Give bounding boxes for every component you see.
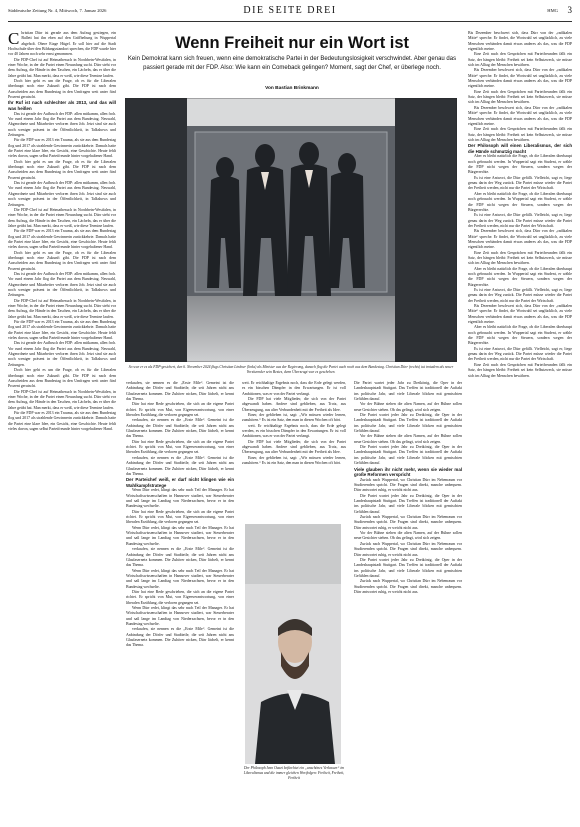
col1-paragraph: Die FDP-Chef ist auf Heimatbesuch in Nordrhein-Westfalen, in einer Woche, in der die Partei einen Neuanfang sucht. Dürr steht vor dem Aufzug, die Hände in den Taschen, ein Lächeln, das er über die Jahre geübt hat. Man merkt, dass er weiß, wie diese Termine laufen.: [8, 389, 116, 410]
col1-paragraph: Die FDP-Chef ist auf Heimatbesuch in Nordrhein-Westfalen, in einer Woche, in der die Partei einen Neuanfang sucht. Dürr steht vor dem Aufzug, die Hände in den Taschen, ein Lächeln, das er über die Jahre geübt hat. Man merkt, dass er weiß, wie diese Termine laufen.: [8, 298, 116, 319]
masthead: [8, 6, 572, 18]
subheading: Der Philosoph will einen Liberalismus, der sich die Hände schmutzig macht: [468, 143, 572, 154]
column-1: [8, 31, 116, 821]
philosopher-portrait-image: [245, 524, 341, 764]
main-photo-caption: So war er es als FDP-gesichert, den 6. November 2024 flugs Christian Lindner (links) als Minister aus der Regierung, danach flog die Partei auch noch aus dem Bundestag. Christian Dürr (rechts) tut trotzdem als neuer Vorsitzender sein Bestes, denn Überzeugt war es geschehen.: [128, 365, 454, 374]
col1-paragraph: Die FDP-Chef ist auf Heimatbesuch in Nordrhein-Westfalen, in einer Woche, in der die Partei einen Neuanfang sucht. Dürr steht vor dem Aufzug, die Hände in den Taschen, ein Lächeln, das er über die Jahre geübt hat. Man merkt, dass er weiß, wie diese Termine laufen.: [8, 57, 116, 78]
column-3: weit. Er reichhaltige Ergebnis noch, dass die Erde gelegt werden, es ein bisschen Dämpfer in den Erwartungen. Er ist voll Ambitionen, was er von der Partei verlangt. Die FDP hat viele Mitglieder, die sich von der Partei abgewandt haben. Andere sind geblieben, aus Trotz, aus Überzeugung, aus alter Verbundenheit mit der Freiheit als Idee. Einer, der geblieben ist, sagt: „Wir müssen wieder lernen, zuzuhören.“ Es ist ein Satz, den man in diesen Wochen oft hört. weit. Er reichhaltige Ergebnis noch, dass die Erde gelegt werden, es ein bisschen Dämpfer in den Erwartungen. Er ist voll Ambitionen, was er von der Partei verlangt. Die FDP hat viele Mitglieder, die sich von der Partei abgewandt haben. Andere sind geblieben, aus Trotz, aus Überzeugung, aus alter Verbundenheit mit der Freiheit als Idee. Einer, der geblieben ist, sagt: „Wir müssen wieder lernen, zuzuhören.“ Es ist ein Satz, den man in diesen Wochen oft hört.: [242, 381, 346, 466]
edition-code: HMG: [547, 8, 558, 13]
col1-paragraph: Für die FDP war es 2013 ein Trauma, als sie aus dem Bundestag flog und 2017 als strahlende Gewinnerin zurückkehrte. Damals hatte die Partei eine klare Idee, ein Gesicht, eine Geschichte. Heute fehlt vieles davon, sagen selbst Parteifreunde hinter vorgehaltener Hand.: [8, 320, 116, 341]
col1-paragraph: Für die FDP war es 2013 ein Trauma, als sie aus dem Bundestag flog und 2017 als strahlende Gewinnerin zurückkehrte. Damals hatte die Partei eine klare Idee, ein Gesicht, eine Geschichte. Heute fehlt vieles davon, sagen selbst Parteifreunde hinter vorgehaltener Hand.: [8, 229, 116, 250]
col1-paragraph: Doch hier geht es um die Frage, ob es für die Liberalen überhaupt noch eine Zukunft gibt. Die FDP ist nach dem Ausscheiden aus dem Bundestag in den Umfragen weit unter fünf Prozent gerutscht.: [8, 250, 116, 271]
politicians-elevator-image: [125, 98, 457, 362]
column-2: verkaufen, sie nennen es die „Erste Mile“. Gemeint ist die Anbindung der Dörfer und Stadtteile, die seit Jahren nicht ans Glasfasernetz kommen. Die Zuhörer nicken, Dürr lächelt, er kennt das Thema. Dürr hat eine Rede geschrieben, die sich an die eigene Partei richtet. Er spricht von Mut, von Eigenverantwortung, von einer liberalen Erzählung, die verloren gegangen sei. verkaufen, sie nennen es die „Erste Mile“. Gemeint ist die Anbindung der Dörfer und Stadtteile, die seit Jahren nicht ans Glasfasernetz kommen. Die Zuhörer nicken, Dürr lächelt, er kennt das Thema. Dürr hat eine Rede geschrieben, die sich an die eigene Partei richtet. Er spricht von Mut, von Eigenverantwortung, von einer liberalen Erzählung, die verloren gegangen sei. verkaufen, sie nennen es die „Erste Mile“. Gemeint ist die Anbindung der Dörfer und Stadtteile, die seit Jahren nicht ans Glasfasernetz kommen. Die Zuhörer nicken, Dürr lächelt, er kennt das Thema. Der Parteichef weiß, er darf nicht klingen wie ein Wahlkampfstratege Wenn Dürr redet, klingt das sehr nach Teil der Manager. Er hat Wirtschaftswissenschaften in Hannover studiert, war Steuerberater und saß lange im Landtag von Niedersachsen, bevor er in den Bundestag wechselte. Dürr hat eine Rede geschrieben, die sich an die eigene Partei richtet. Er spricht von Mut, von Eigenverantwortung, von einer liberalen Erzählung, die verloren gegangen sei. Wenn Dürr redet, klingt das sehr nach Teil der Manager. Er hat Wirtschaftswissenschaften in Hannover studiert, war Steuerberater und saß lange im Landtag von Niedersachsen, bevor er in den Bundestag wechselte. verkaufen, sie nennen es die „Erste Mile“. Gemeint ist die Anbindung der Dörfer und Stadtteile, die seit Jahren nicht ans Glasfasernetz kommen. Die Zuhörer nicken, Dürr lächelt, er kennt das Thema. Wenn Dürr redet, klingt das sehr nach Teil der Manager. Er hat Wirtschaftswissenschaften in Hannover studiert, war Steuerberater und saß lange im Landtag von Niedersachsen, bevor er in den Bundestag wechselte. Dürr hat eine Rede geschrieben, die sich an die eigene Partei richtet. Er spricht von Mut, von Eigenverantwortung, von einer liberalen Erzählung, die verloren gegangen sei. Wenn Dürr redet, klingt das sehr nach Teil der Manager. Er hat Wirtschaftswissenschaften in Hannover studiert, war Steuerberater und saß lange im Landtag von Niedersachsen, bevor er in den Bundestag wechselte. verkaufen, sie nennen es die „Erste Mile“. Gemeint ist die Anbindung der Dörfer und Stadtteile, die seit Jahren nicht ans Glasfasernetz kommen. Die Zuhörer nicken, Dürr lächelt, er kennt das Thema.: [126, 381, 234, 648]
subheading: Ihr Ruf ist nach schlechter als 2013, und das will was heißen: [8, 100, 116, 112]
column-4: Die Partei wartet jeder Jahr zu Dreikönig, die Oper in der Landeshauptstadt Stuttgart. Das Treffen ist traditionell der Auftakt ins politische Jahr, und viele Liberale blicken mit gemischten Gefühlen darauf. Vor der Bühne stehen die alten Namen, auf der Bühne sollen neue Gesichter stehen. Ob das gelingt, wird sich zeigen. Die Partei wartet jeder Jahr zu Dreikönig, die Oper in der Landeshauptstadt Stuttgart. Das Treffen ist traditionell der Auftakt ins politische Jahr, und viele Liberale blicken mit gemischten Gefühlen darauf. Vor der Bühne stehen die alten Namen, auf der Bühne sollen neue Gesichter stehen. Ob das gelingt, wird sich zeigen. Die Partei wartet jeder Jahr zu Dreikönig, die Oper in der Landeshauptstadt Stuttgart. Das Treffen ist traditionell der Auftakt ins politische Jahr, und viele Liberale blicken mit gemischten Gefühlen darauf. Viele glauben ihr nicht mehr, wenn sie wieder mal große Reformen verspricht Zurück nach Wuppertal, wo Christian Dürr im Nebenraum vor Studierenden spricht. Die Fragen sind direkt, manche unbequem. Dürr antwortet ruhig, er weicht nicht aus. Die Partei wartet jeder Jahr zu Dreikönig, die Oper in der Landeshauptstadt Stuttgart. Das Treffen ist traditionell der Auftakt ins politische Jahr, und viele Liberale blicken mit gemischten Gefühlen darauf. Zurück nach Wuppertal, wo Christian Dürr im Nebenraum vor Studierenden spricht. Die Fragen sind direkt, manche unbequem. Dürr antwortet ruhig, er weicht nicht aus. Vor der Bühne stehen die alten Namen, auf der Bühne sollen neue Gesichter stehen. Ob das gelingt, wird sich zeigen. Zurück nach Wuppertal, wo Christian Dürr im Nebenraum vor Studierenden spricht. Die Fragen sind direkt, manche unbequem. Dürr antwortet ruhig, er weicht nicht aus. Die Partei wartet jeder Jahr zu Dreikönig, die Oper in der Landeshauptstadt Stuttgart. Das Treffen ist traditionell der Auftakt ins politische Jahr, und viele Liberale blicken mit gemischten Gefühlen darauf. Zurück nach Wuppertal, wo Christian Dürr im Nebenraum vor Studierenden spricht. Die Fragen sind direkt, manche unbequem. Dürr antwortet ruhig, er weicht nicht aus.: [354, 381, 462, 594]
section-title: DIE SEITE DREI: [243, 5, 337, 16]
subheading: Der Parteichef weiß, er darf nicht klingen wie ein Wahlkampfstratege: [126, 477, 234, 488]
column-5: Bis Dezember beschwert sich, dass Dürr von der „radikalen Mitte“ spreche. Er findet, die Wortwahl sei unglücklich, zu viele Menschen verbänden damit etwas anderes als das, was die FDP eigentlich meine. Eine Zeit nach den Gesprächen mit Parteifreunden fällt ein Satz, der hängen bleibt: Freiheit sei kein Selbstzweck, sie müsse sich im Alltag der Menschen bewähren. Bis Dezember beschwert sich, dass Dürr von der „radikalen Mitte“ spreche. Er findet, die Wortwahl sei unglücklich, zu viele Menschen verbänden damit etwas anderes als das, was die FDP eigentlich meine. Eine Zeit nach den Gesprächen mit Parteifreunden fällt ein Satz, der hängen bleibt: Freiheit sei kein Selbstzweck, sie müsse sich im Alltag der Menschen bewähren. Bis Dezember beschwert sich, dass Dürr von der „radikalen Mitte“ spreche. Er findet, die Wortwahl sei unglücklich, zu viele Menschen verbänden damit etwas anderes als das, was die FDP eigentlich meine. Eine Zeit nach den Gesprächen mit Parteifreunden fällt ein Satz, der hängen bleibt: Freiheit sei kein Selbstzweck, sie müsse sich im Alltag der Menschen bewähren. Der Philosoph will einen Liberalismus, der sich die Hände schmutzig macht Aber es bleibt natürlich die Frage, ob die Liberalen überhaupt noch gebraucht werden. In Wuppertal sagt ein Student, er wähle die FDP nicht wegen der Steuern, sondern wegen der Bürgerrechte. Es ist eine Antwort, die Dürr gefällt. Vielleicht, sagt er, liege genau darin der Weg zurück. Die Partei müsse wieder die Partei der Freiheit werden, nicht nur die Partei der Wirtschaft. Aber es bleibt natürlich die Frage, ob die Liberalen überhaupt noch gebraucht werden. In Wuppertal sagt ein Student, er wähle die FDP nicht wegen der Steuern, sondern wegen der Bürgerrechte. Es ist eine Antwort, die Dürr gefällt. Vielleicht, sagt er, liege genau darin der Weg zurück. Die Partei müsse wieder die Partei der Freiheit werden, nicht nur die Partei der Wirtschaft. Bis Dezember beschwert sich, dass Dürr von der „radikalen Mitte“ spreche. Er findet, die Wortwahl sei unglücklich, zu viele Menschen verbänden damit etwas anderes als das, was die FDP eigentlich meine. Eine Zeit nach den Gesprächen mit Parteifreunden fällt ein Satz, der hängen bleibt: Freiheit sei kein Selbstzweck, sie müsse sich im Alltag der Menschen bewähren. Aber es bleibt natürlich die Frage, ob die Liberalen überhaupt noch gebraucht werden. In Wuppertal sagt ein Student, er wähle die FDP nicht wegen der Steuern, sondern wegen der Bürgerrechte. Es ist eine Antwort, die Dürr gefällt. Vielleicht, sagt er, liege genau darin der Weg zurück. Die Partei müsse wieder die Partei der Freiheit werden, nicht nur die Partei der Wirtschaft. Bis Dezember beschwert sich, dass Dürr von der „radikalen Mitte“ spreche. Er findet, die Wortwahl sei unglücklich, zu viele Menschen verbänden damit etwas anderes als das, was die FDP eigentlich meine. Aber es bleibt natürlich die Frage, ob die Liberalen überhaupt noch gebraucht werden. In Wuppertal sagt ein Student, er wähle die FDP nicht wegen der Steuern, sondern wegen der Bürgerrechte. Es ist eine Antwort, die Dürr gefällt. Vielleicht, sagt er, liege genau darin der Weg zurück. Die Partei müsse wieder die Partei der Freiheit werden, nicht nur die Partei der Wirtschaft. Eine Zeit nach den Gesprächen mit Parteifreunden fällt ein Satz, der hängen bleibt: Freiheit sei kein Selbstzweck, sie müsse sich im Alltag der Menschen bewähren.: [468, 31, 572, 378]
subheading: Viele glauben ihr nicht mehr, wenn sie wieder mal große Reformen verspricht: [354, 466, 462, 478]
col1-paragraph: Das ist gerade der Aufbruch der FDP: allen mitkamm, allen froh. Vor rund einem Jahr flog die Partei aus dem Bundestag. Neuwahl, Abgeordnete und Mitarbeiter verloren ihren Job. Jetzt sind sie auch noch weniger präsent in der Öffentlichkeit, in Talkshows und Zeitungen.: [8, 181, 116, 207]
main-photo: [125, 98, 457, 362]
col1-paragraph: Doch hier geht es um die Frage, ob es für die Liberalen überhaupt noch eine Zukunft gibt. Die FDP ist nach dem Ausscheiden aus dem Bundestag in den Umfragen weit unter fünf Prozent gerutscht.: [8, 159, 116, 180]
col1-paragraph: Das ist gerade der Aufbruch der FDP: allen mitkamm, allen froh. Vor rund einem Jahr flog die Partei aus dem Bundestag. Neuwahl, Abgeordnete und Mitarbeiter verloren ihren Job. Jetzt sind sie auch noch weniger präsent in der Öffentlichkeit, in Talkshows und Zeitungen.: [8, 271, 116, 298]
col1-paragraph: Die FDP-Chef ist auf Heimatbesuch in Nordrhein-Westfalen, in einer Woche, in der die Partei einen Neuanfang sucht. Dürr steht vor dem Aufzug, die Hände in den Taschen, ein Lächeln, das er über die Jahre geübt hat. Man merkt, dass er weiß, wie diese Termine laufen.: [8, 207, 116, 228]
page-number: 3: [567, 5, 572, 15]
col1-paragraph: Für die FDP war es 2013 ein Trauma, als sie aus dem Bundestag flog und 2017 als strahlende Gewinnerin zurückkehrte. Damals hatte die Partei eine klare Idee, ein Gesicht, eine Geschichte. Heute fehlt vieles davon, sagen selbst Parteifreunde hinter vorgehaltener Hand.: [8, 410, 116, 431]
deck: Kein Demokrat kann sich freuen, wenn eine demokratische Partei in der Bedeutungslosigkeit verschwindet. Aber genau das passiert gerade mit der FDP. Also: Wie kann ein Comeback gelingen? Moment, sagt der Chef, er überlege noch.: [127, 56, 457, 71]
philosopher-photo-caption: Der Philosoph Ivan Ouazi befürchtet ein „unschönes Verlassen“ im Liberalismus und die immer gleichen Wortfolgen: Freiheit, Freiheit, Freiheit: [243, 766, 345, 780]
dropcap: C: [8, 31, 20, 48]
col1-paragraph: Das ist gerade der Aufbruch der FDP: allen mitkamm, allen froh. Vor rund einem Jahr flog die Partei aus dem Bundestag. Neuwahl, Abgeordnete und Mitarbeiter verloren ihren Job. Jetzt sind sie auch noch weniger präsent in der Öffentlichkeit, in Talkshows und Zeitungen.: [8, 111, 116, 138]
philosopher-photo: [245, 524, 341, 764]
col1-paragraph: Für die FDP war es 2013 ein Trauma, als sie aus dem Bundestag flog und 2017 als strahlende Gewinnerin zurückkehrte. Damals hatte die Partei eine klare Idee, ein Gesicht, eine Geschichte. Heute fehlt vieles davon, sagen selbst Parteifreunde hinter vorgehaltener Hand.: [8, 138, 116, 159]
col1-paragraph: Doch hier geht es um die Frage, ob es für die Liberalen überhaupt noch eine Zukunft gibt. Die FDP ist nach dem Ausscheiden aus dem Bundestag in den Umfragen weit unter fünf Prozent gerutscht.: [8, 79, 116, 100]
col1-paragraph: Doch hier geht es um die Frage, ob es für die Liberalen überhaupt noch eine Zukunft gibt. Die FDP ist nach dem Ausscheiden aus dem Bundestag in den Umfragen weit unter fünf Prozent gerutscht.: [8, 368, 116, 389]
headline: Wenn Freiheit nur ein Wort ist: [174, 34, 410, 52]
masthead-paper-issue: Süddeutsche Zeitung Nr. 4, Mittwoch, 7. Januar 2026: [8, 8, 107, 13]
col1-paragraph: Das ist gerade der Aufbruch der FDP: allen mitkamm, allen froh. Vor rund einem Jahr flog die Partei aus dem Bundestag. Neuwahl, Abgeordnete und Mitarbeiter verloren ihren Job. Jetzt sind sie auch noch weniger präsent in der Öffentlichkeit, in Talkshows und Zeitungen.: [8, 341, 116, 367]
byline: Von Bastian Brinkmann: [265, 86, 319, 91]
masthead-rule: [8, 21, 572, 22]
col1-intro: hristian Dürr ist gerade aus dem Aufzug gestiegen, ein Ballett hat ihn eben auf den Griffbeltung in Wuppertal abgeholt. Obere Etage Hügel. Er soll hier auf die Stadt Hochschule über den Bildungsstandort sprechen, die FDP wurde hier vor 40 Jahren noch sehr ernst genommen.: [8, 31, 116, 57]
